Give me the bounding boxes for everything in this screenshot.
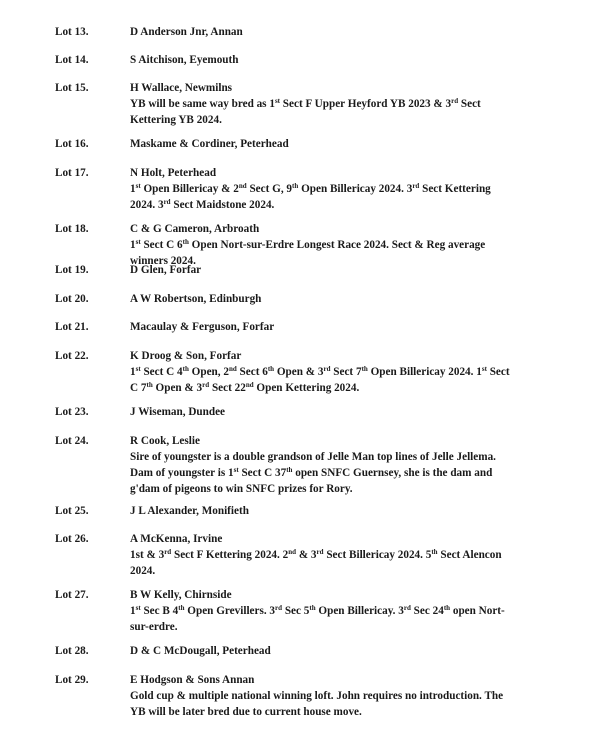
lot-details bbox=[130, 531, 570, 579]
lot-breeder-name: C & G Cameron, Arbroath bbox=[130, 223, 260, 235]
lot-breeder-name: D & C McDougall, Peterhead bbox=[130, 645, 271, 657]
lot-breeder-name: B W Kelly, Chirnside bbox=[130, 589, 232, 601]
lot-description-line: 2024. 3rd Sect Maidstone 2024. bbox=[130, 198, 275, 211]
lot-details bbox=[130, 80, 570, 128]
lot-details bbox=[130, 672, 570, 720]
lot-details bbox=[130, 319, 570, 335]
lot-breeder-name: N Holt, Peterhead bbox=[130, 167, 217, 179]
lot-breeder-name: H Wallace, Newmilns bbox=[130, 82, 233, 94]
lot-number: Lot 15. bbox=[55, 82, 89, 94]
lot-description-line: g'dam of pigeons to win SNFC prizes for Rory. bbox=[130, 483, 353, 495]
lot-number: Lot 17. bbox=[55, 167, 89, 179]
lot-number: Lot 20. bbox=[55, 293, 89, 305]
lot-number: Lot 26. bbox=[55, 533, 89, 545]
lot-description-line: Sire of youngster is a double grandson of Jelle Man top lines of Jelle Jellema. bbox=[130, 451, 496, 463]
lot-details bbox=[130, 587, 570, 635]
lot-number: Lot 25. bbox=[55, 505, 89, 517]
lot-breeder-name: J L Alexander, Monifieth bbox=[130, 505, 249, 517]
lot-details bbox=[130, 165, 570, 213]
lot-number: Lot 14. bbox=[55, 54, 89, 66]
lot-number: Lot 18. bbox=[55, 223, 89, 235]
lot-description-line: C 7th Open & 3rd Sect 22nd Open Kettering 2024. bbox=[130, 381, 360, 394]
lot-number: Lot 29. bbox=[55, 674, 89, 686]
lot-description-line: winners 2024. bbox=[130, 255, 196, 267]
lot-description-line: YB will be later bred due to current house move. bbox=[130, 706, 362, 718]
lot-details bbox=[130, 52, 570, 68]
lot-breeder-name: K Droog & Son, Forfar bbox=[130, 350, 242, 362]
lot-description-line: Dam of youngster is 1st Sect C 37th open SNFC Guernsey, she is the dam and bbox=[130, 466, 493, 479]
lot-description-line: 1st & 3rd Sect F Kettering 2024. 2nd & 3rd Sect Billericay 2024. 5th Sect Alencon bbox=[130, 548, 502, 561]
lot-description-line: Gold cup & multiple national winning loft. John requires no introduction. The bbox=[130, 690, 504, 702]
lot-description-line: Kettering YB 2024. bbox=[130, 114, 222, 126]
lot-details bbox=[130, 291, 570, 307]
lot-breeder-name: Macaulay & Ferguson, Forfar bbox=[130, 321, 275, 333]
lot-number: Lot 13. bbox=[55, 26, 89, 38]
lot-number: Lot 24. bbox=[55, 435, 89, 447]
lot-details bbox=[130, 503, 570, 519]
lot-number: Lot 23. bbox=[55, 406, 89, 418]
lot-description-line: YB will be same way bred as 1st Sect F Upper Heyford YB 2023 & 3rd Sect bbox=[130, 97, 481, 110]
lot-description-line: sur-erdre. bbox=[130, 621, 178, 633]
lot-description-line: 2024. bbox=[130, 565, 156, 577]
lot-breeder-name: D Anderson Jnr, Annan bbox=[130, 26, 243, 38]
lot-breeder-name: J Wiseman, Dundee bbox=[130, 406, 226, 418]
lot-details bbox=[130, 643, 570, 659]
lot-details bbox=[130, 348, 570, 396]
lot-description-line: 1st Sec B 4th Open Grevillers. 3rd Sec 5th Open Billericay. 3rd Sec 24th open Nort- bbox=[130, 604, 505, 617]
lot-description-line: 1st Sect C 4th Open, 2nd Sect 6th Open & 3rd Sect 7th Open Billericay 2024. 1st Sect bbox=[130, 365, 510, 378]
lot-details bbox=[130, 262, 570, 278]
lot-number: Lot 22. bbox=[55, 350, 89, 362]
lot-description-line: 1st Sect C 6th Open Nort-sur-Erdre Longest Race 2024. Sect & Reg average bbox=[130, 238, 486, 251]
lot-number: Lot 27. bbox=[55, 589, 89, 601]
lot-breeder-name: S Aitchison, Eyemouth bbox=[130, 54, 239, 66]
lot-description-line: 1st Open Billericay & 2nd Sect G, 9th Open Billericay 2024. 3rd Sect Kettering bbox=[130, 182, 491, 195]
lot-number: Lot 16. bbox=[55, 138, 89, 150]
lot-breeder-name: D Glen, Forfar bbox=[130, 264, 202, 276]
lot-breeder-name: A W Robertson, Edinburgh bbox=[130, 293, 262, 305]
lot-number: Lot 28. bbox=[55, 645, 89, 657]
lot-details bbox=[130, 404, 570, 420]
lot-details bbox=[130, 136, 570, 152]
lot-breeder-name: R Cook, Leslie bbox=[130, 435, 200, 447]
lot-number: Lot 19. bbox=[55, 264, 89, 276]
lot-breeder-name: E Hodgson & Sons Annan bbox=[130, 674, 255, 686]
lot-details bbox=[130, 433, 570, 497]
lot-breeder-name: Maskame & Cordiner, Peterhead bbox=[130, 138, 289, 150]
lot-number: Lot 21. bbox=[55, 321, 89, 333]
lot-breeder-name: A McKenna, Irvine bbox=[130, 533, 223, 545]
lot-details bbox=[130, 24, 570, 40]
